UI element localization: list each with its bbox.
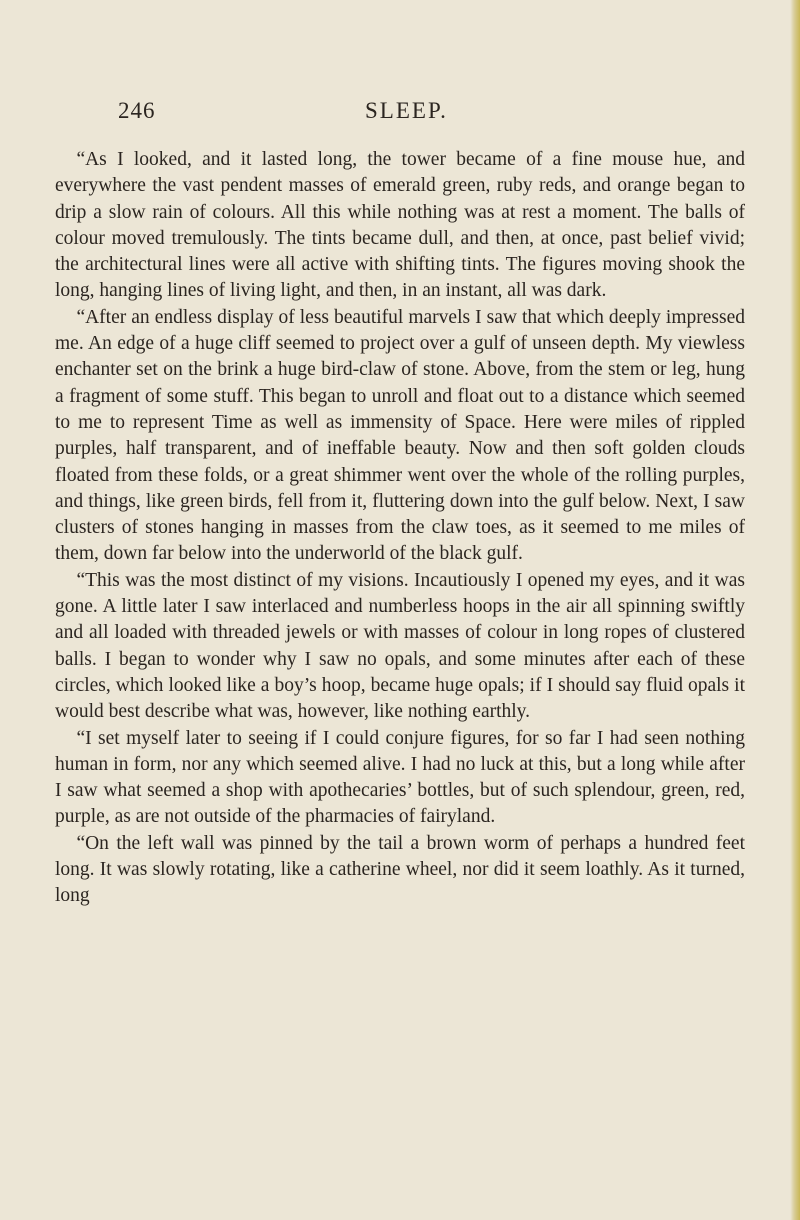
- body-text: [55, 147, 745, 910]
- paragraph: “As I looked, and it lasted long, the tower became of a fine mouse hue, and everywhere the vast pendent masses of emerald green, ruby reds, and orange began to drip a slow rain of colours. All this while nothing was at rest a moment. The balls of colour moved tremulously. The tints became dull, and then, at once, past belief vivid; the architectural lines were all active with shifting tints. The figures moving shook the long, hanging lines of living light, and then, in an instant, all was dark.: [55, 149, 745, 302]
- running-title: SLEEP.: [365, 98, 448, 123]
- page-number: 246: [118, 98, 156, 123]
- paragraph: “I set myself later to seeing if I could conjure figures, for so far I had seen nothing human in form, nor any which seemed alive. I had no luck at this, but a long while after I saw what seemed a shop with apothecaries’ bottles, but of such splendour, green, red, purple, as are not outside of the pharmacies of fairyland.: [55, 727, 745, 828]
- paragraph: “This was the most distinct of my visions. Incautiously I opened my eyes, and it was gone. A little later I saw interlaced and numberless hoops in the air all spinning swiftly and all loaded with threaded jewels or with masses of colour in long ropes of clustered balls. I began to wonder why I saw no opals, and some minutes after each of these circles, which looked like a boy’s hoop, became huge opals; if I should say fluid opals it would best describe what was, however, like nothing earthly.: [55, 569, 745, 723]
- running-head: [118, 98, 718, 128]
- paragraph: “On the left wall was pinned by the tail a brown worm of perhaps a hundred feet long. It was slowly rotating, like a catherine wheel, nor did it seem loathly. As it turned, long: [55, 832, 745, 907]
- page-edge: [790, 0, 800, 1220]
- paragraph: “After an endless display of less beautiful marvels I saw that which deeply impressed me. An edge of a huge cliff seemed to project over a gulf of unseen depth. My viewless enchanter set on the brink a huge bird-claw of stone. Above, from the stem or leg, hung a fragment of some stuff. This began to unroll and float out to a distance which seemed to me to represent Time as well as immensity of Space. Here were miles of rippled purples, half transparent, and of ineffable beauty. Now and then soft golden clouds floated from these folds, or a great shimmer went over the whole of the rolling purples, and things, like green birds, fell from it, fluttering down into the gulf below. Next, I saw clusters of stones hanging in masses from the claw toes, as it seemed to me miles of them, down far below into the underworld of the black gulf.: [55, 306, 745, 565]
